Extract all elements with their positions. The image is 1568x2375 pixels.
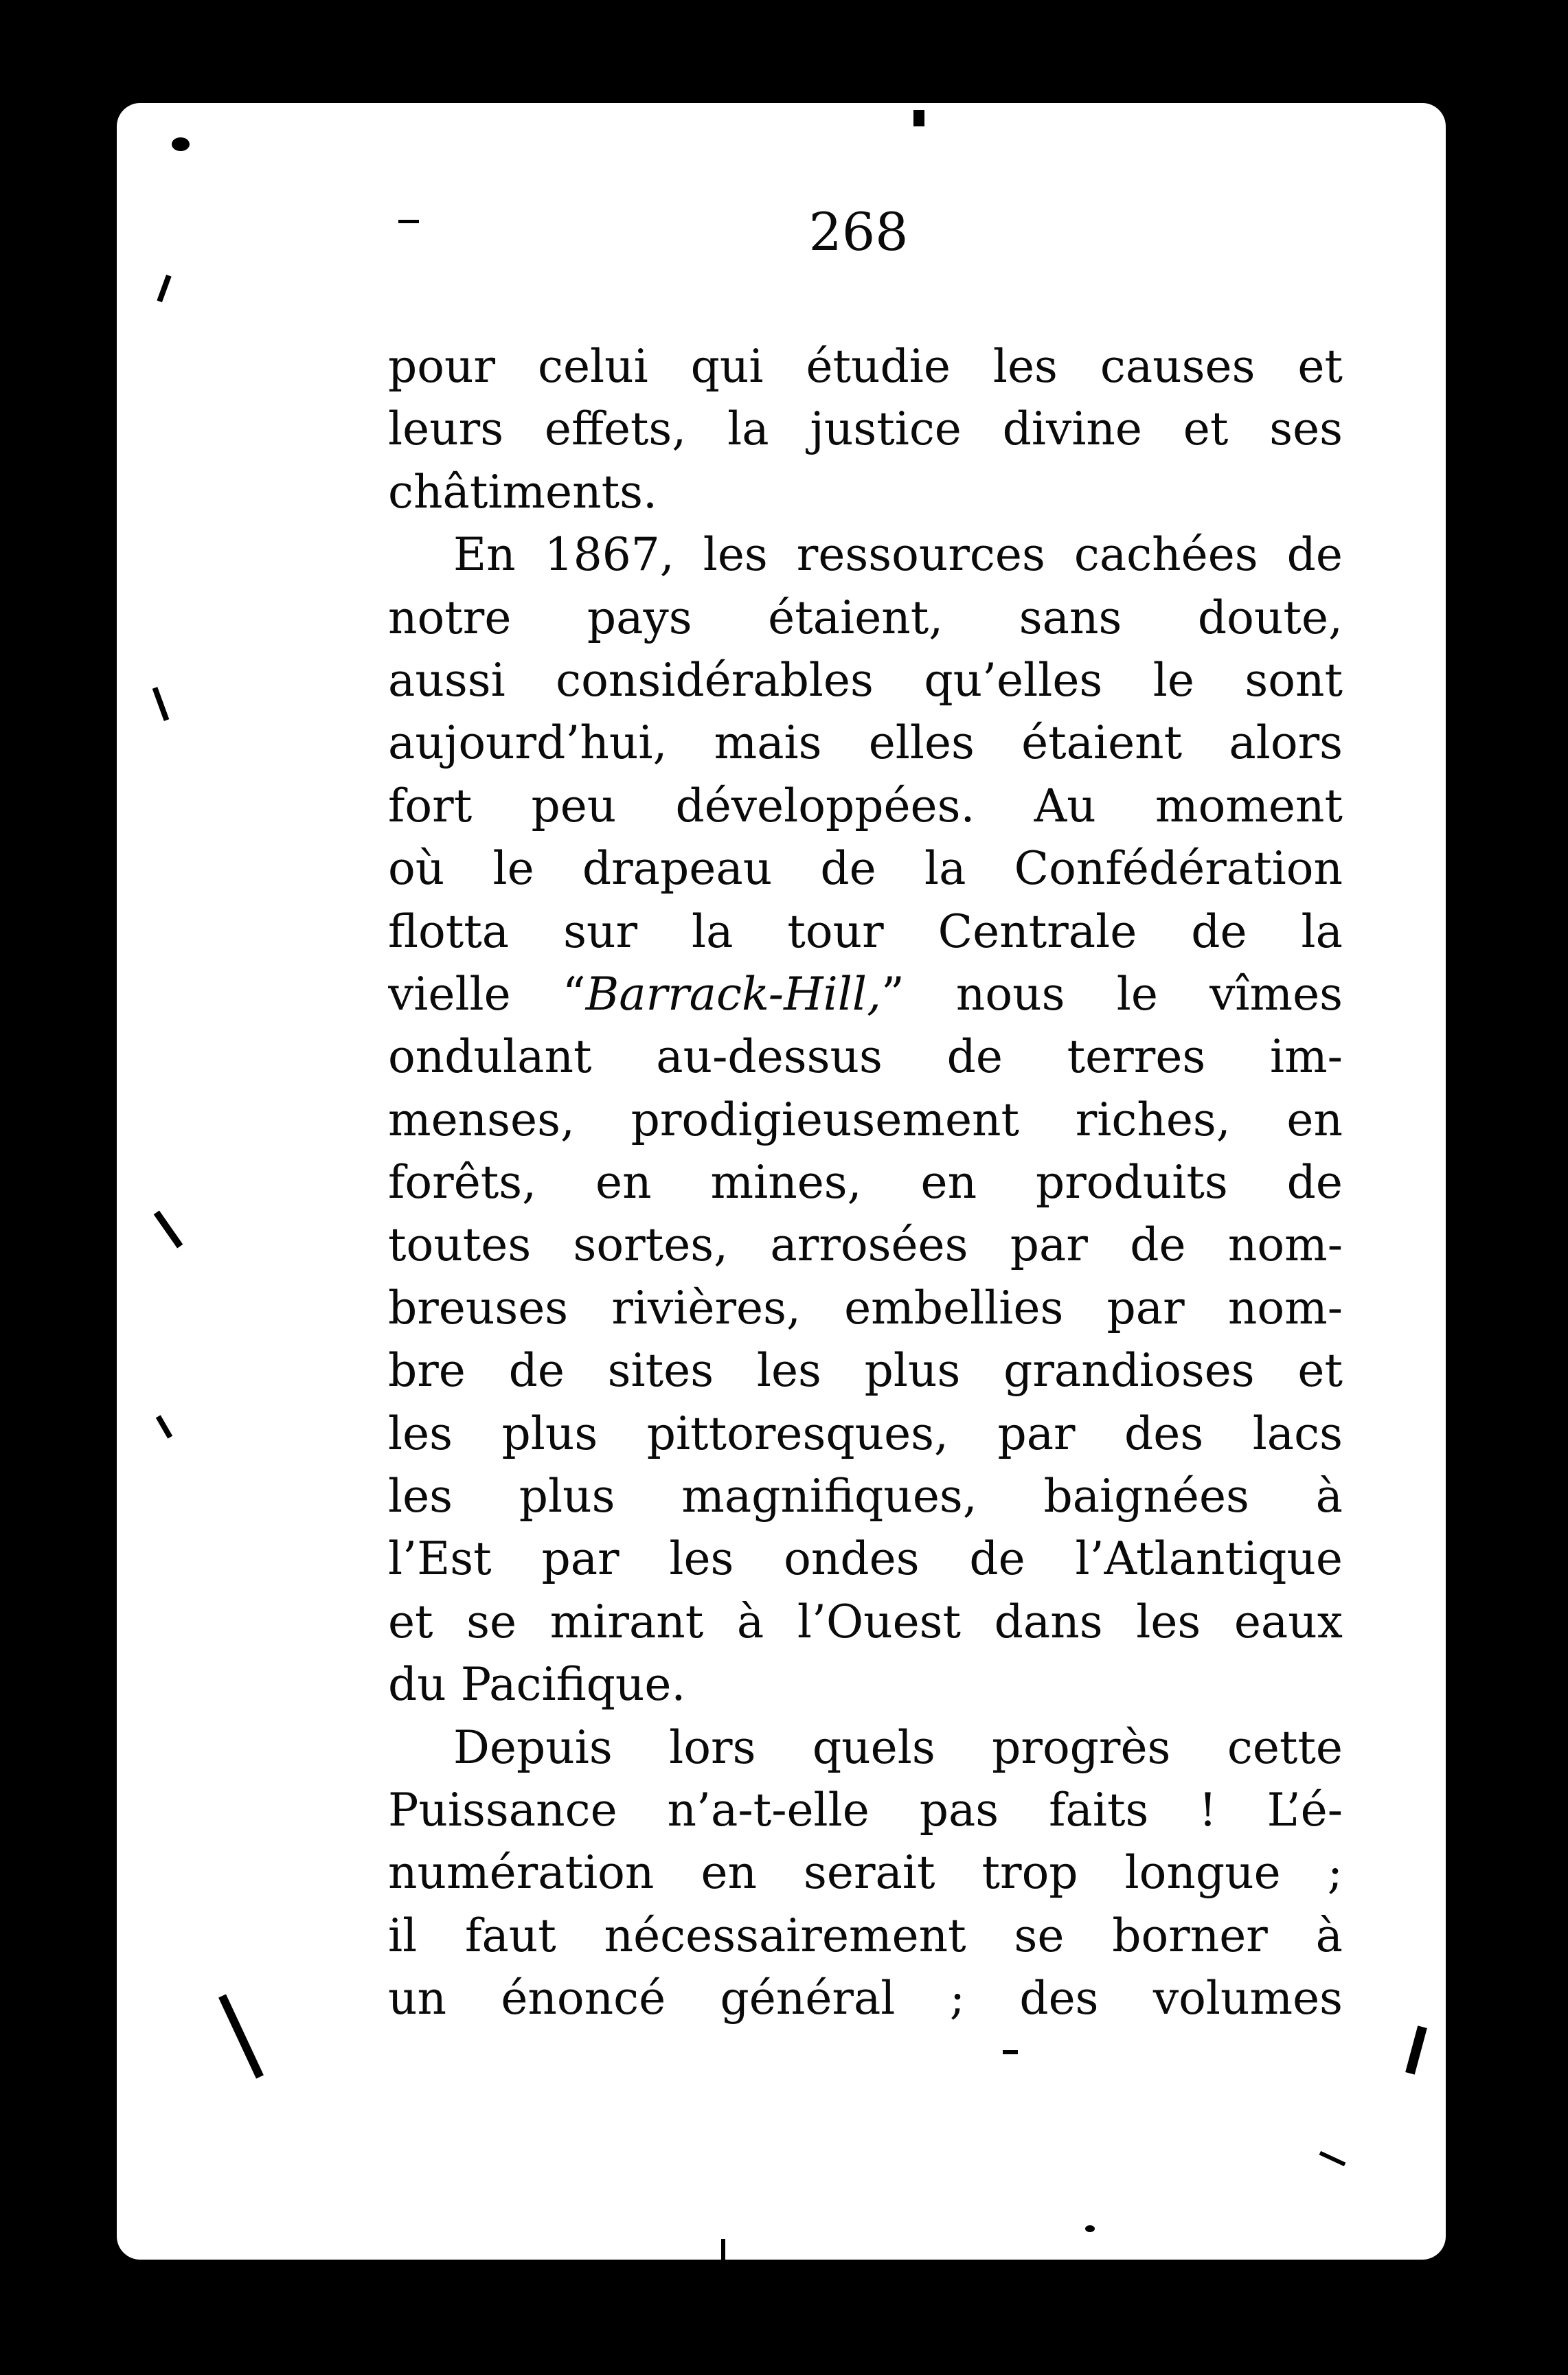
- scan-speck: [1003, 2050, 1018, 2054]
- text-line: flotta sur la tour Centrale de la: [388, 905, 1343, 958]
- text-line: où le drapeau de la Confédération: [388, 842, 1343, 896]
- scan-speck: [172, 137, 190, 151]
- text-line: numération en serait trop longue ;: [388, 1846, 1343, 1900]
- scan-speck: [398, 220, 419, 223]
- text-line: les plus magnifiques, baignées à: [388, 1470, 1343, 1523]
- text-line: leurs effets, la justice divine et ses: [388, 402, 1343, 456]
- text-line: notre pays étaient, sans doute,: [388, 591, 1343, 644]
- text-line: un énoncé général ; des volumes: [388, 1972, 1343, 2025]
- scan-speck: [1085, 2225, 1095, 2232]
- text-line: aujourd’hui, mais elles étaient alors: [388, 716, 1343, 770]
- text-line: vielle “Barrack-Hill,” nous le vîmes: [388, 967, 1343, 1021]
- text-line: menses, prodigieusement riches, en: [388, 1093, 1343, 1146]
- text-line: breuses rivières, embellies par nom-: [388, 1281, 1343, 1334]
- scan-speck: [913, 110, 924, 126]
- text-line: aussi considérables qu’elles le sont: [388, 653, 1343, 707]
- text-line: l’Est par les ondes de l’Atlantique: [388, 1532, 1343, 1586]
- text-line: et se mirant à l’Ouest dans les eaux: [388, 1595, 1343, 1648]
- text-line: toutes sortes, arrosées par de nom-: [388, 1218, 1343, 1272]
- text-line: Puissance n’a-t-elle pas faits ! L’é-: [388, 1783, 1343, 1837]
- text-line: Depuis lors quels progrès cette: [453, 1720, 1343, 1774]
- text-line: pour celui qui étudie les causes et: [388, 340, 1343, 393]
- page-number: 268: [808, 201, 909, 262]
- text-line: ondulant au-dessus de terres im-: [388, 1030, 1343, 1084]
- text-line: châtiments.: [388, 465, 657, 519]
- text-line: il faut nécessairement se borner à: [388, 1909, 1343, 1962]
- text-line: En 1867, les ressources cachées de: [453, 528, 1343, 582]
- page-edge-shadow: [1446, 69, 1466, 2335]
- italic-place-name: Barrack-Hill,: [585, 967, 881, 1021]
- body-text: [388, 335, 1343, 2030]
- scan-speck: [721, 2239, 725, 2260]
- text-line: bre de sites les plus grandioses et: [388, 1344, 1343, 1398]
- text-line: fort peu développées. Au moment: [388, 779, 1343, 832]
- text-line: du Pacifique.: [388, 1658, 686, 1712]
- text-line: forêts, en mines, en produits de: [388, 1156, 1343, 1209]
- text-line: les plus pittoresques, par des lacs: [388, 1407, 1343, 1460]
